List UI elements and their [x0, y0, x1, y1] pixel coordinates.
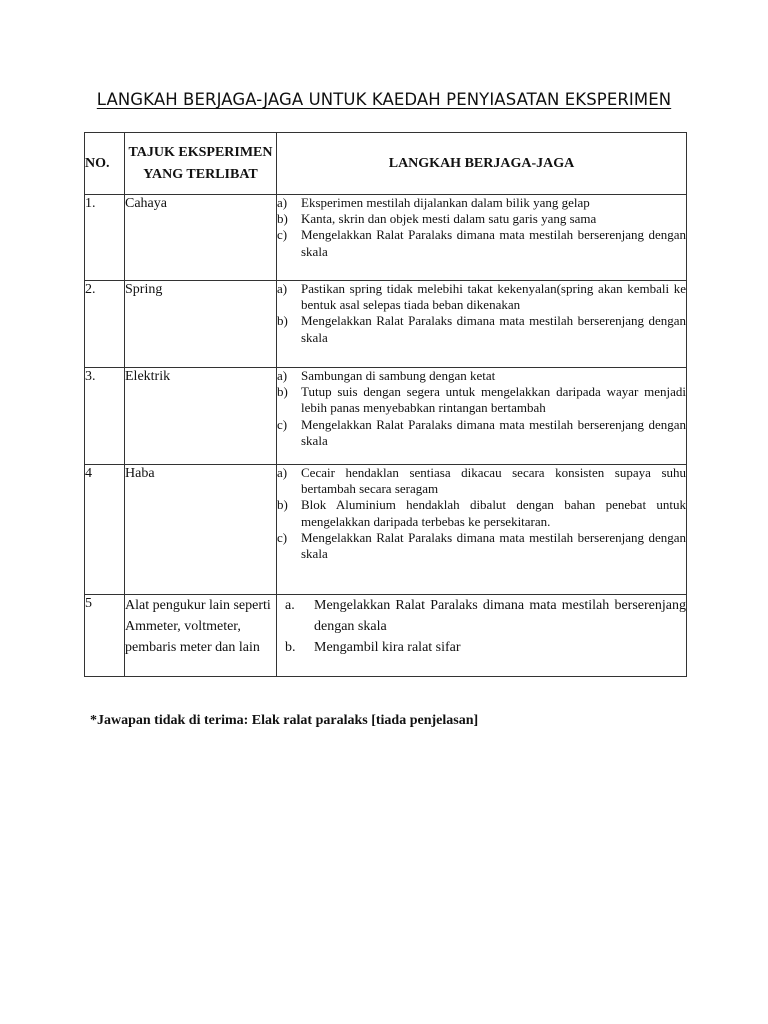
step-marker: b) — [277, 497, 288, 513]
step-text: Mengelakkan Ralat Paralaks dimana mata mestilah berserenjang dengan skala — [301, 313, 686, 345]
step-item — [277, 227, 686, 259]
step-text: Mengelakkan Ralat Paralaks dimana mata mestilah berserenjang dengan skala — [301, 227, 686, 259]
row-number: 4 — [85, 465, 125, 595]
step-marker: a) — [277, 195, 288, 210]
step-text: Eksperimen mestilah dijalankan dalam bilik yang gelap — [301, 195, 590, 210]
row-number: 1. — [85, 195, 125, 281]
step-item — [285, 595, 686, 637]
step-text: Tutup suis dengan segera untuk mengelakkan daripada wayar menjadi lebih panas menyebabkan rintangan bertambah — [301, 384, 686, 416]
step-marker: b) — [277, 211, 288, 227]
header-topic: TAJUK EKSPERIMEN YANG TERLIBAT — [125, 133, 277, 195]
step-marker: c) — [277, 529, 288, 545]
row-steps — [277, 368, 687, 465]
step-item — [277, 313, 686, 345]
row-topic: Cahaya — [125, 195, 277, 281]
step-marker: c) — [277, 416, 288, 432]
table-row — [85, 368, 687, 465]
row-topic: Haba — [125, 465, 277, 595]
table-header-row — [85, 133, 687, 195]
row-number: 5 — [85, 595, 125, 677]
step-item — [277, 417, 686, 449]
step-marker: c) — [277, 227, 288, 243]
row-number: 2. — [85, 281, 125, 368]
document-title — [0, 90, 768, 109]
step-marker: b) — [277, 313, 288, 329]
step-item — [277, 384, 686, 416]
step-text: Cecair hendaklan sentiasa dikacau secara konsisten supaya suhu bertambah secara seragam — [301, 465, 686, 497]
table-row — [85, 281, 687, 368]
row-steps — [277, 195, 687, 281]
step-item — [277, 465, 686, 497]
row-topic: Spring — [125, 281, 277, 368]
step-text: Mengelakkan Ralat Paralaks dimana mata mestilah berserenjang dengan skala — [301, 416, 686, 448]
step-item — [277, 281, 686, 313]
step-item — [277, 530, 686, 562]
step-marker: a) — [277, 465, 288, 480]
step-item — [277, 211, 686, 227]
step-text: Sambungan di sambung dengan ketat — [301, 368, 496, 383]
row-steps — [277, 595, 687, 677]
table-row — [85, 595, 687, 677]
step-marker: a. — [285, 598, 295, 613]
row-steps — [277, 281, 687, 368]
header-no: NO. — [85, 133, 125, 195]
step-item — [285, 637, 686, 658]
step-text: Mengelakkan Ralat Paralaks dimana mata mestilah berserenjang dengan skala — [314, 598, 686, 634]
step-text: Kanta, skrin dan objek mesti dalam satu garis yang sama — [301, 211, 597, 227]
footnote: *Jawapan tidak di terima: Elak ralat paralaks [tiada penjelasan] — [90, 713, 479, 728]
step-item — [277, 195, 686, 211]
row-number: 3. — [85, 368, 125, 465]
table-row — [85, 465, 687, 595]
header-steps: LANGKAH BERJAGA-JAGA — [277, 133, 687, 195]
row-topic: Elektrik — [125, 368, 277, 465]
precautions-table — [84, 132, 687, 677]
step-text: Pastikan spring tidak melebihi takat kekenyalan(spring akan kembali ke bentuk asal selepas tiada beban dikenakan — [301, 281, 686, 313]
step-marker: a) — [277, 281, 288, 296]
step-item — [277, 497, 686, 529]
step-marker: b. — [285, 640, 296, 655]
step-text: Blok Aluminium hendaklah dibalut dengan bahan penebat untuk mengelakkan daripada terbebas ke persekitaran. — [301, 497, 686, 529]
row-steps — [277, 465, 687, 595]
table-row — [85, 195, 687, 281]
step-text: Mengelakkan Ralat Paralaks dimana mata mestilah berserenjang dengan skala — [301, 529, 686, 562]
step-marker: b) — [277, 384, 288, 400]
row-topic: Alat pengukur lain seperti Ammeter, voltmeter, pembaris meter dan lain — [125, 595, 277, 677]
step-item — [277, 368, 686, 384]
document-title-text: LANGKAH BERJAGA-JAGA UNTUK KAEDAH PENYIASATAN EKSPERIMEN — [96, 90, 672, 109]
step-text: Mengambil kira ralat sifar — [314, 640, 461, 655]
step-marker: a) — [277, 368, 288, 383]
